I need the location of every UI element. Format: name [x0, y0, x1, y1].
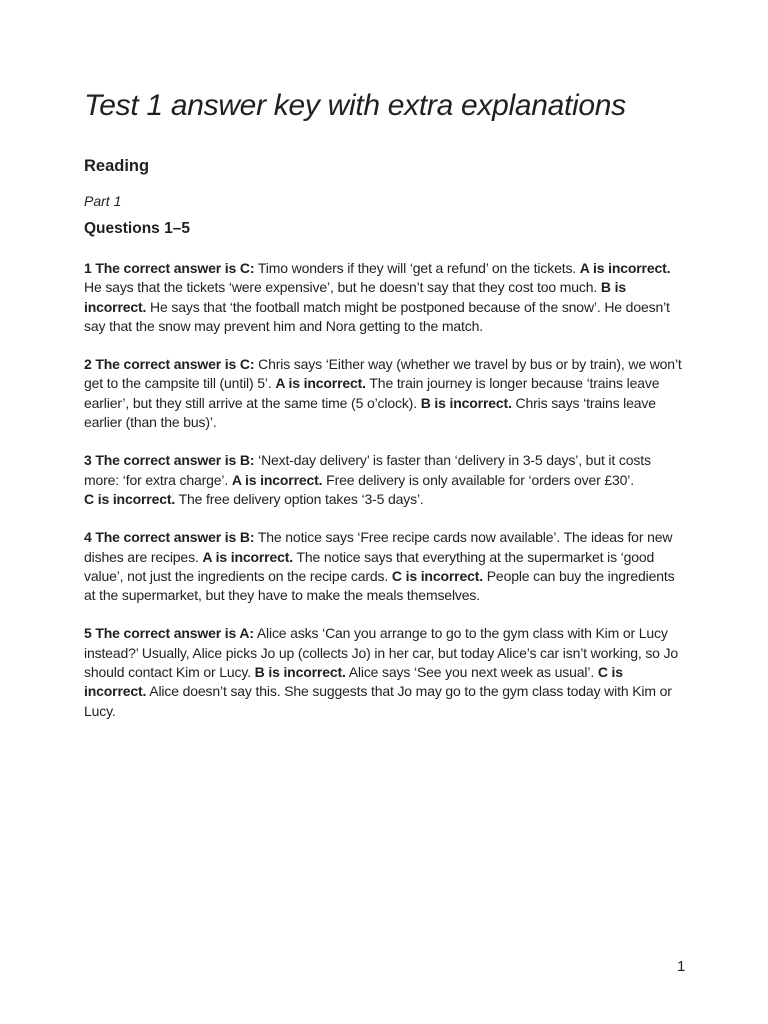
page-number: 1: [677, 958, 686, 975]
answer-1-correct: 1 The correct answer is C:: [84, 260, 255, 276]
answer-5-text1: Alice asks ‘Can you arrange to go to the gym class with Kim or Lucy instead?’ Usually, Alice picks Jo up (collects Jo) in her car, but today Alice’s car isn’t working, so Jo should contact Kim or Lucy.: [84, 625, 679, 681]
part-label: Part 1: [84, 193, 122, 209]
answer-4: [84, 528, 684, 605]
answer-4-a-label: A is incorrect.: [202, 548, 294, 565]
answer-5-text2: Alice says ‘See you next week as usual’.: [345, 664, 598, 681]
answer-3-a-label: A is incorrect.: [231, 471, 323, 488]
answer-1-text3: He says that ‘the football match might be postponed because of the snow’. He doesn’t say that the snow may prevent him and Nora getting to the match.: [84, 298, 670, 334]
answer-5: [84, 624, 684, 720]
answer-3-correct: 3 The correct answer is B:: [84, 452, 255, 469]
answer-1-b-label: B is incorrect.: [84, 279, 626, 315]
answer-2-text2: The train journey is longer because ‘trains leave earlier’, but they still arrive at the same time (5 o’clock).: [84, 375, 660, 411]
answer-4-text3: People can buy the ingredients at the supermarket, but they have to make the meals themselves.: [84, 567, 675, 604]
answer-4-text2: The notice says that everything at the supermarket is ‘good value’, not just the ingredients on the recipe cards.: [84, 548, 655, 584]
answer-1: [84, 259, 684, 336]
answer-1-a-label: A is incorrect.: [579, 260, 671, 276]
answer-2: [84, 355, 684, 432]
document-page: [84, 88, 684, 740]
answer-2-a-label: A is incorrect.: [275, 375, 366, 392]
answer-5-correct: 5 The correct answer is A:: [84, 625, 254, 642]
answer-4-correct: 4 The correct answer is B:: [84, 529, 255, 546]
answer-3-text1: ‘Next-day delivery’ is faster than ‘delivery in 3-5 days’, but it costs more: ‘for extra charge’.: [84, 452, 651, 488]
answer-5-c-label: C is incorrect.: [84, 664, 623, 700]
section-heading: Reading: [84, 157, 150, 175]
answer-5-b-label: B is incorrect.: [254, 664, 346, 681]
answer-2-text3: Chris says ‘trains leave earlier (than the bus)’.: [84, 394, 656, 431]
questions-heading: Questions 1–5: [84, 220, 190, 237]
answer-4-c-label: C is incorrect.: [391, 567, 483, 584]
answer-1-text2: He says that the tickets ‘were expensive’, but he doesn’t say that they cost too much.: [84, 279, 601, 296]
answer-3-text3: The free delivery option takes ‘3-5 days’.: [175, 490, 424, 507]
answer-3: [84, 451, 684, 509]
page-title: Test 1 answer key with extra explanations: [84, 89, 626, 122]
answer-2-text1: Chris says ‘Either way (whether we travel by bus or by train), we won’t get to the campsite till (until) 5’.: [84, 356, 682, 392]
answer-4-text1: The notice says ‘Free recipe cards now available’. The ideas for new dishes are recipes.: [84, 529, 673, 565]
answer-2-correct: 2 The correct answer is C:: [84, 356, 255, 373]
answer-2-b-label: B is incorrect.: [420, 394, 512, 411]
answer-list: [84, 259, 684, 721]
answer-5-text3: Alice doesn’t say this. She suggests that Jo may go to the gym class today with Kim or Lucy.: [84, 683, 672, 719]
answer-3-c-label: C is incorrect.: [84, 490, 176, 507]
answer-1-text1: Timo wonders if they will ‘get a refund’ on the tickets.: [254, 260, 580, 276]
answer-3-text2: Free delivery is only available for ‘orders over £30’.: [322, 471, 635, 488]
